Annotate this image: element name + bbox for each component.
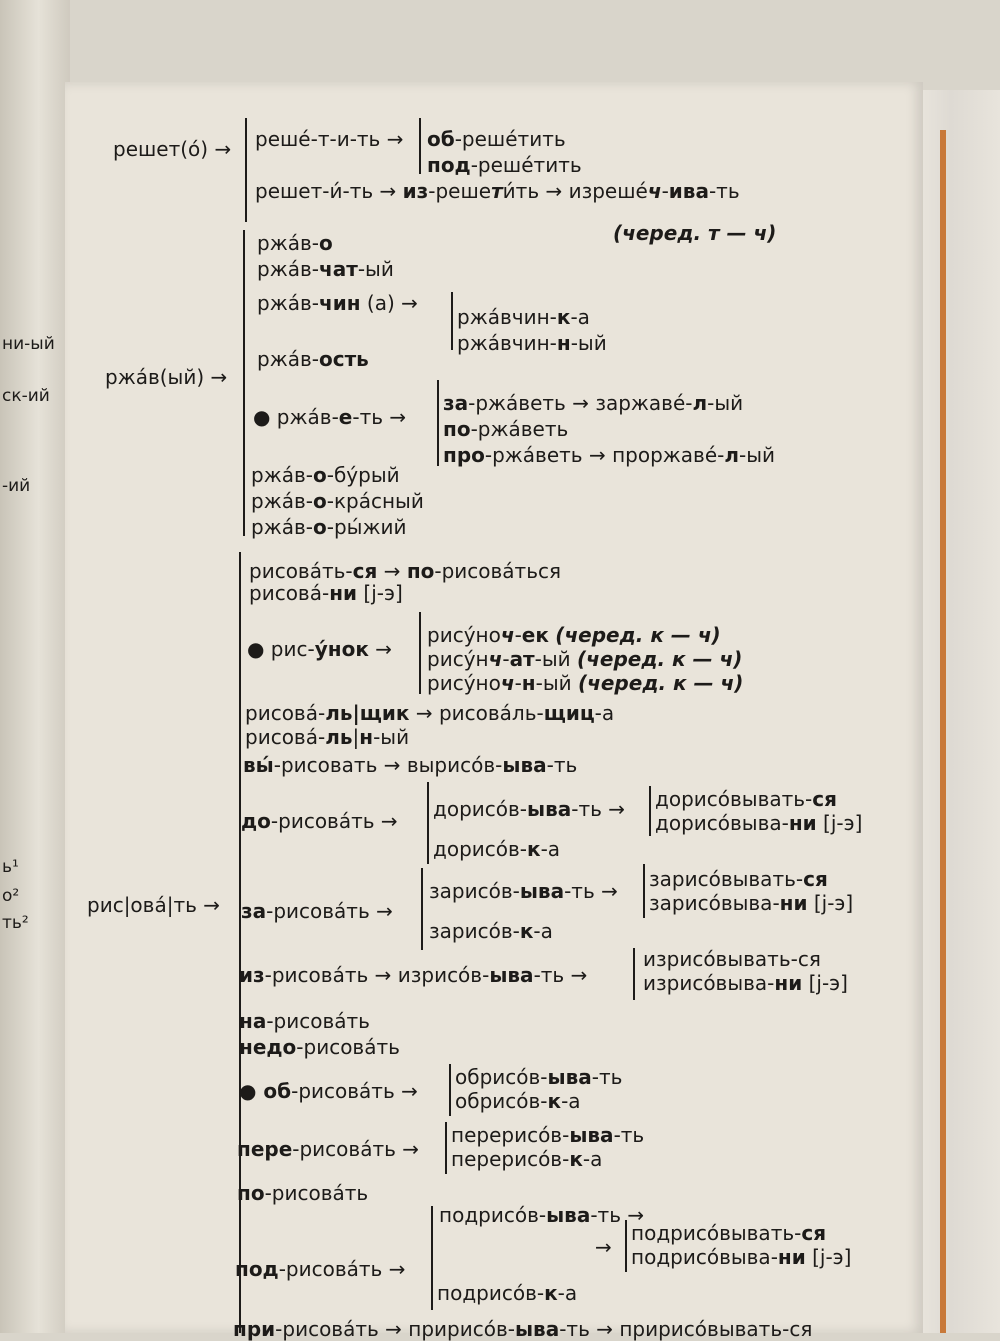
root-reshet: решет(о́) → xyxy=(113,137,232,161)
entry-line: пере-рисова́ть → xyxy=(237,1137,420,1161)
entry-line: ● об-рисова́ть → xyxy=(239,1079,418,1103)
entry-line: ржа́в-о xyxy=(257,231,333,255)
bracket-pererisovat xyxy=(445,1122,447,1174)
entry-line: за-рисова́ть → xyxy=(241,899,393,923)
entry-line: рисова́-ль|н-ый xyxy=(245,725,410,749)
entry-line: про-ржа́веть → проржавé-л-ый xyxy=(443,443,776,467)
entry-line: обрисо́в-ыва-ть xyxy=(455,1065,623,1089)
left-fragment: ь¹ xyxy=(2,857,19,877)
entry-line: рису́ноч-ек (черед. к — ч) xyxy=(427,623,721,647)
entry-line: ржа́вчин-к-а xyxy=(457,305,590,329)
entry-line: ржа́в-чат-ый xyxy=(257,257,394,281)
bracket-rzhavchin xyxy=(451,292,453,350)
bracket-zarisovat xyxy=(421,868,423,950)
entry-line: зарисо́в-ыва-ть → xyxy=(429,879,618,903)
bracket-dorisovyvat xyxy=(649,786,651,836)
entry-line: ● рис-у́нок → xyxy=(247,637,393,661)
entry-line: по-рисова́ть xyxy=(237,1181,369,1205)
entry-line: изрисо́выва-ни [j-э] xyxy=(643,971,848,995)
entry-line: дорисо́в-к-а xyxy=(433,837,561,861)
entry-line: изрисо́вывать-ся xyxy=(643,947,821,971)
entry-line: из-рисова́ть → изрисо́в-ыва-ть → xyxy=(239,963,588,987)
bracket-reshet-sub xyxy=(419,118,421,174)
entry-line: рисова́-ль|щик → рисова́ль-щиц-а xyxy=(245,701,615,725)
bracket-risovat xyxy=(239,552,241,1333)
bracket-rzhav xyxy=(243,230,245,536)
entry-line: рису́ноч-н-ый (черед. к — ч) xyxy=(427,671,744,695)
entry-line: обрисо́в-к-а xyxy=(455,1089,581,1113)
left-fragment: ть² xyxy=(2,913,29,933)
entry-line: ржа́вчин-н-ый xyxy=(457,331,607,355)
entry-line: ржа́в-ость xyxy=(257,347,369,371)
entry-line: ржа́в-о-ры́жий xyxy=(251,515,407,539)
root-risovat: рис|ова́|ть → xyxy=(87,893,220,917)
book-page-stack xyxy=(918,90,1000,1333)
entry-line: подрисо́вывать-ся xyxy=(631,1221,827,1245)
bracket-rzhavet xyxy=(437,380,439,466)
entry-line: решет-и́-ть → из-решети́ть → изрешéч-ива-ть xyxy=(255,179,740,203)
entry-line: дорисо́вывать-ся xyxy=(655,787,837,811)
entry-line: подрисо́выва-ни [j-э] xyxy=(631,1245,852,1269)
entry-line: зарисо́выва-ни [j-э] xyxy=(649,891,854,915)
entry-line: под-решéтить xyxy=(427,153,582,177)
entry-line: ржа́в-о-кра́сный xyxy=(251,489,424,513)
entry-line: зарисо́в-к-а xyxy=(429,919,553,943)
entry-line: подрисо́в-к-а xyxy=(437,1281,578,1305)
entry-line: → xyxy=(595,1235,612,1259)
entry-line: решé-т-и-ть → xyxy=(255,127,404,151)
bracket-obrisovat xyxy=(449,1064,451,1116)
bracket-zarisovyvat xyxy=(643,864,645,918)
left-fragment: о² xyxy=(2,886,20,906)
bracket-izrisovyvat xyxy=(633,948,635,1000)
entry-line: под-рисова́ть → xyxy=(235,1257,406,1281)
entry-line: зарисо́вывать-ся xyxy=(649,867,828,891)
left-page-edge xyxy=(0,0,70,1333)
entry-line: ● ржа́в-е-ть → xyxy=(253,405,407,429)
bracket-reshet xyxy=(245,118,247,222)
entry-line: дорисо́в-ыва-ть → xyxy=(433,797,626,821)
entry-line: перерисо́в-к-а xyxy=(451,1147,603,1171)
root-rzhav: ржа́в(ый) → xyxy=(105,365,228,389)
left-fragment: ск-ий xyxy=(2,386,50,406)
alternation-note: (черед. т — ч) xyxy=(613,221,777,245)
entry-line: рису́нч-ат-ый (черед. к — ч) xyxy=(427,647,743,671)
entry-line: подрисо́в-ыва-ть → xyxy=(439,1203,645,1227)
entry-line: недо-рисова́ть xyxy=(239,1035,400,1059)
entry-line: рисова́-ни [j-э] xyxy=(249,581,403,605)
entry-line: вы́-рисовать → вырисо́в-ыва-ть xyxy=(243,753,578,777)
entry-line: дорисо́выва-ни [j-э] xyxy=(655,811,863,835)
left-fragment: ни-ый xyxy=(2,334,55,354)
bracket-dorisovat xyxy=(427,782,429,864)
entry-line: за-ржа́веть → заржавé-л-ый xyxy=(443,391,744,415)
left-fragment: -ий xyxy=(2,476,31,496)
entry-line: ржа́в-о-бу́рый xyxy=(251,463,400,487)
bracket-risunok xyxy=(419,612,421,694)
cover-edge-stripe xyxy=(940,130,946,1333)
entry-line: перерисо́в-ыва-ть xyxy=(451,1123,645,1147)
entry-line: по-ржа́веть xyxy=(443,417,569,441)
entry-line: при-рисова́ть → пририсо́в-ыва-ть → пририсо́вывать-ся xyxy=(233,1317,813,1341)
bracket-podrisovyvat xyxy=(625,1220,627,1272)
bracket-podrisovat xyxy=(431,1206,433,1310)
entry-line: до-рисова́ть → xyxy=(241,809,398,833)
entry-line: об-решéтить xyxy=(427,127,566,151)
dictionary-page xyxy=(65,82,923,1341)
entry-line: ржа́в-чин (а) → xyxy=(257,291,418,315)
entry-line: рисова́ть-ся → по-рисова́ться xyxy=(249,559,562,583)
entry-line: на-рисова́ть xyxy=(239,1009,370,1033)
